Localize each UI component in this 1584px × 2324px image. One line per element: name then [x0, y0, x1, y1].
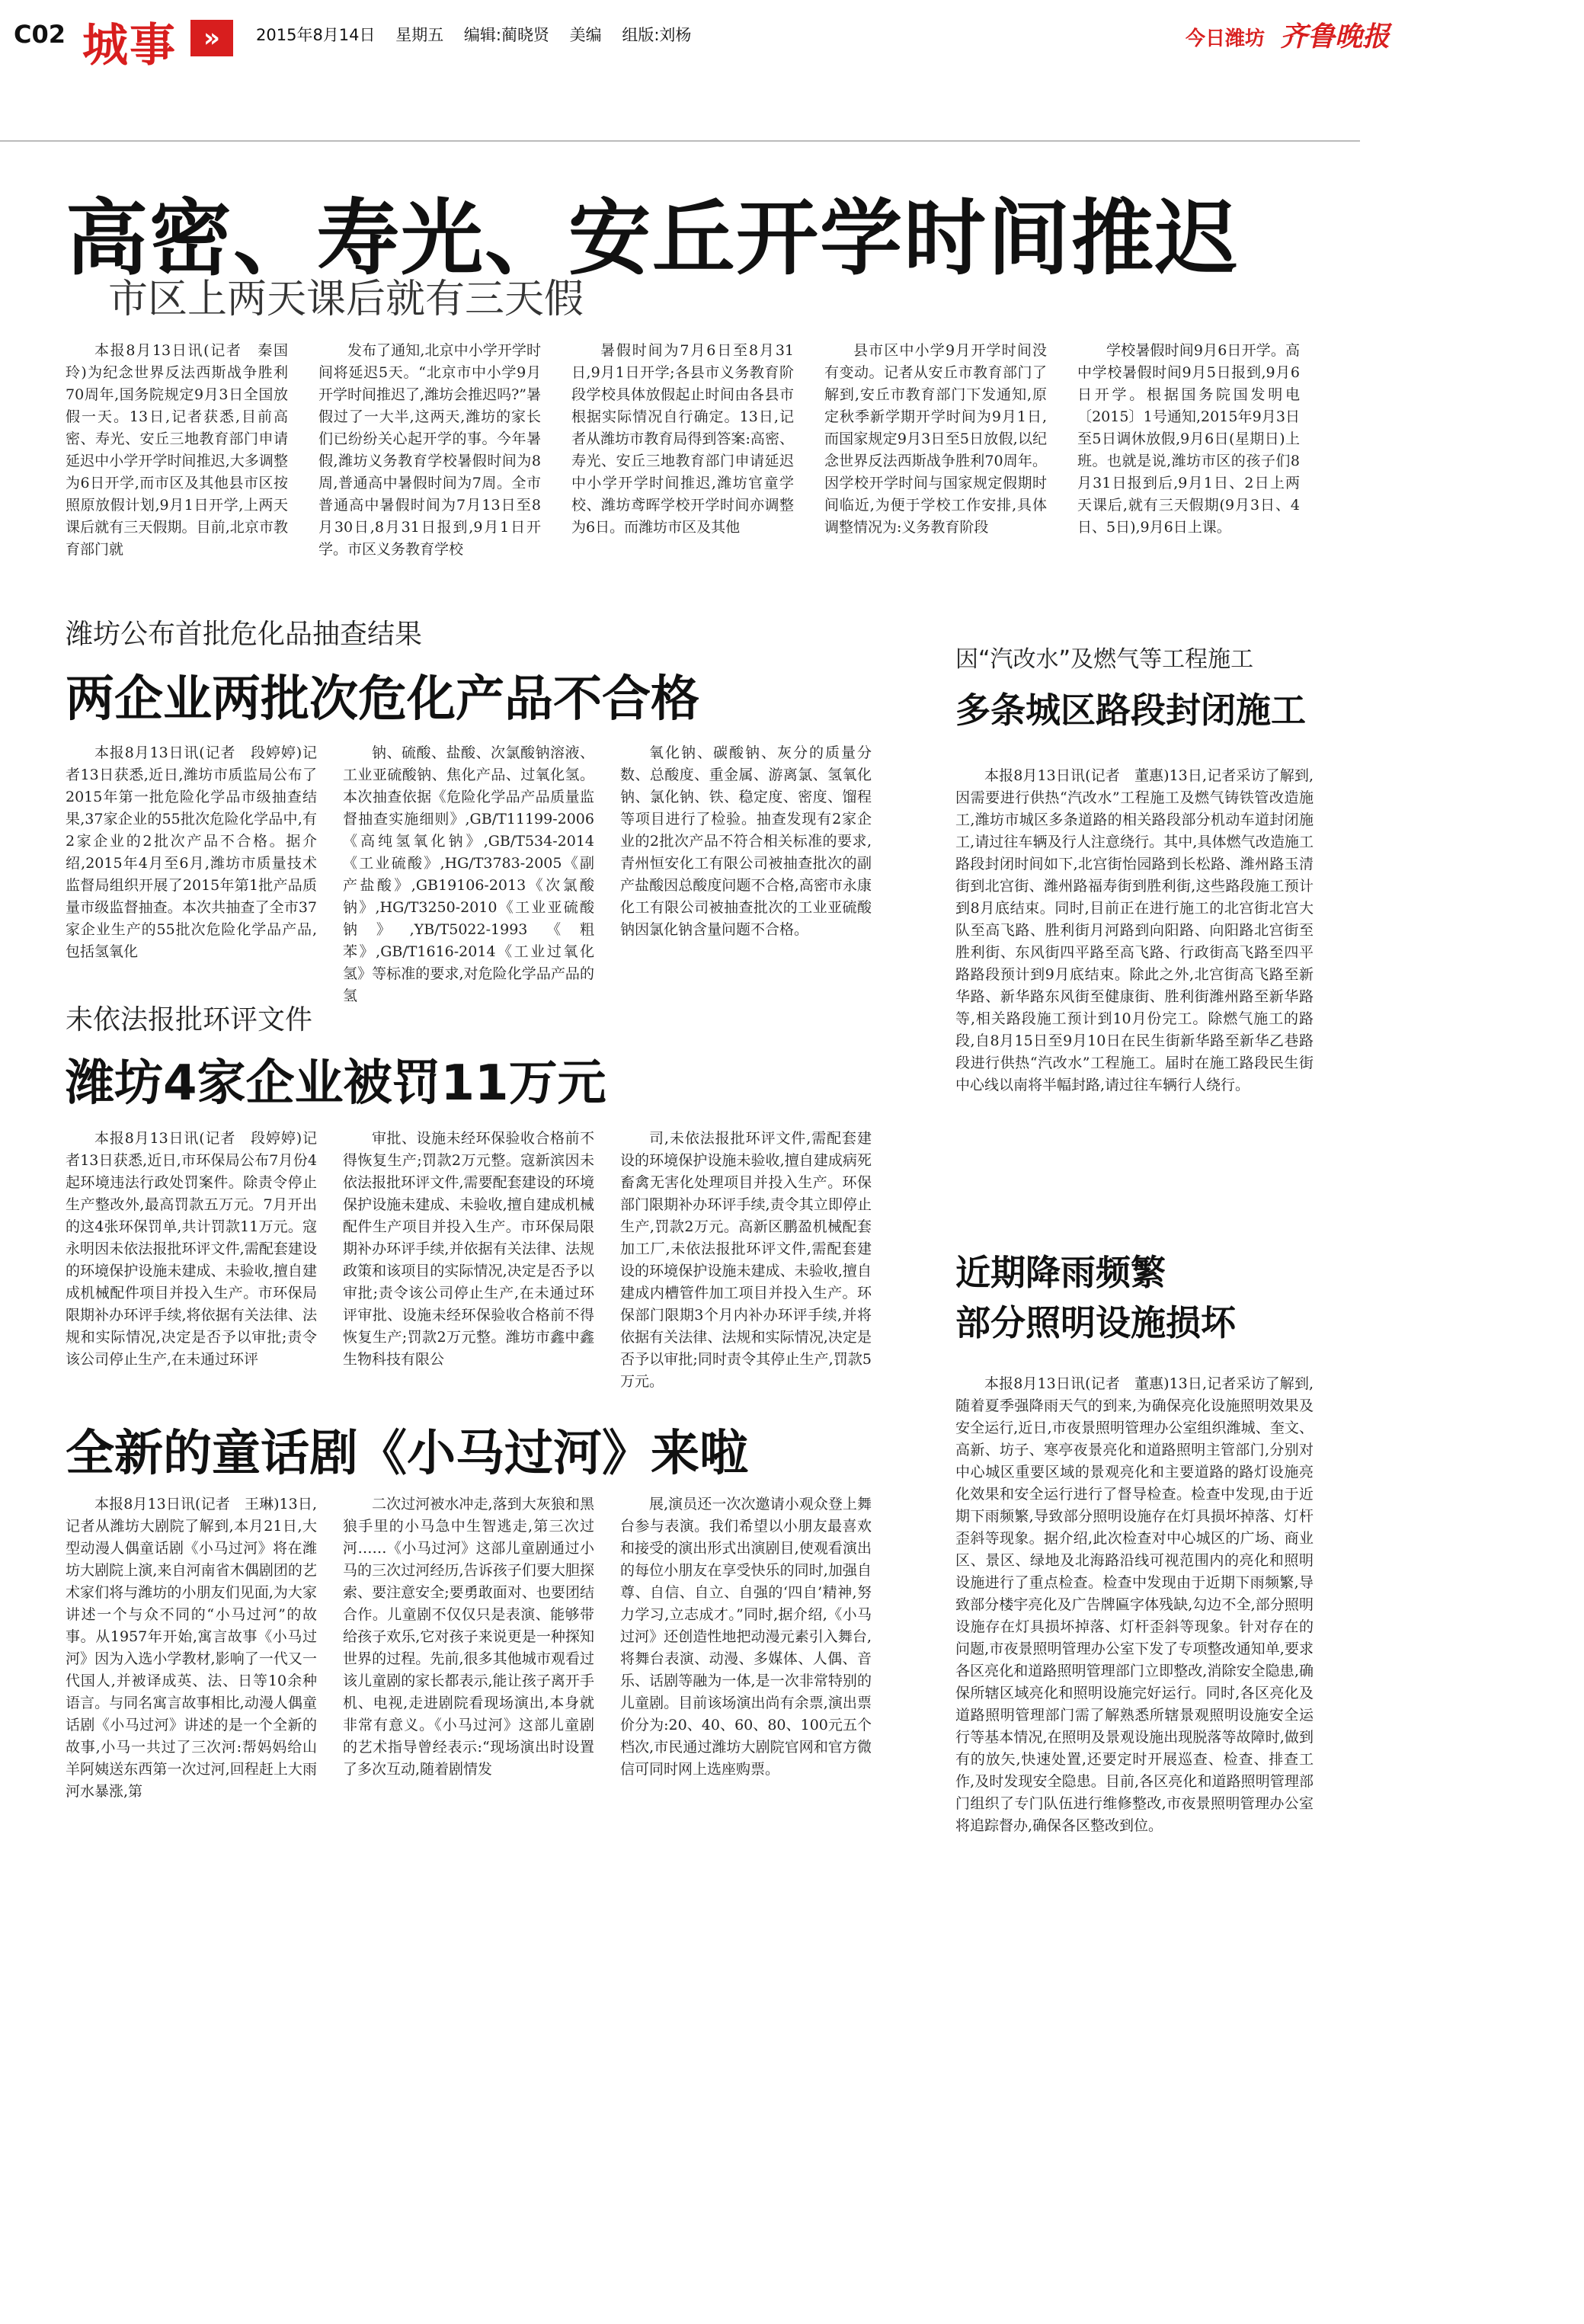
- drama-headline: 全新的童话剧《小马过河》来啦: [66, 1426, 748, 1482]
- drama-article-col3: 展,演员还一次次邀请小观众登上舞台参与表演。我们希望以小朋友最喜欢和接受的演出形式出演剧目,使观看演出的每位小朋友在享受快乐的同时,加强自尊、自信、自立、自强的‘四自’精神,努力学习,立志成才。”同时,据介绍,《小马过河》还创造性地把动漫元素引入舞台,将舞台表演、动漫、多媒体、人偶、音乐、话剧等融为一体,是一次非常特别的儿童剧。目前该场演出尚有余票,演出票价分为:20、40、60、80、100元五个档次,市民通过潍坊大剧院官网和官方微信可同时网上选座购票。: [620, 1496, 872, 1778]
- road-headline: 多条城区路段封闭施工: [955, 690, 1306, 731]
- hazard-article-col3: 氧化钠、碳酸钠、灰分的质量分数、总酸度、重金属、游离氯、氢氧化钠、氯化钠、铁、稳定度、密度、馏程等项目进行了检验。抽查发现有2家企业的2批次产品不符合相关标准的要求,青州恒安化工有限公司被抽查批次的副产盐酸因总酸度问题不合格,高密市永康化工有限公司被抽查批次的工业亚硫酸钠因氯化钠含量问题不合格。: [620, 744, 872, 938]
- lead-article-col4: 县市区中小学9月开学时间没有变动。记者从安丘市教育部门了解到,安丘市教育部门下发通知,原定秋季新学期开学时间为9月1日,而国家规定9月3日至5日放假,以纪念世界反法西斯战争胜利70周年。因学校开学时间与国家规定假期时间临近,为便于学校工作安排,具体调整情况为:义务教育阶段: [824, 342, 1047, 536]
- fine-article-col2: 审批、设施未经环保验收合格前不得恢复生产;罚款2万元整。寇新滨因未依法报批环评文件,需要配套建设的环境保护设施未建成、未验收,擅自建成机械配件生产项目并投入生产。市环保局限期补办环评手续,并依据有关法律、法规政策和该项目的实际情况,决定是否予以审批;责令该公司停止生产,在未通过环评审批、设施未经环保验收合格前不得恢复生产;罚款2万元整。潍坊市鑫中鑫生物科技有限公: [343, 1130, 594, 1368]
- section-title: 城事: [82, 19, 177, 72]
- newspaper-logo: 齐鲁晚报: [1280, 21, 1390, 53]
- lighting-headline-line1: 近期降雨频繁: [955, 1252, 1166, 1293]
- lead-headline: 高密、寿光、安丘开学时间推迟: [66, 191, 1240, 286]
- lighting-article: 本报8月13日讯(记者 董惠)13日,记者采访了解到,随着夏季强降雨天气的到来,为确保亮化设施照明效果及安全运行,近日,市夜景照明管理办公室组织潍城、奎文、高新、坊子、寒亭夜景亮化和道路照明主管部门,分别对中心城区重要区域的景观亮化和主要道路的路灯设施亮化效果和安全运行进行了督导检查。检查中发现,由于近期下雨频繁,导致部分照明设施存在灯具损坏掉落、灯杆歪斜等现象。据介绍,此次检查对中心城区的广场、商业区、景区、绿地及北海路沿线可视范围内的亮化和照明设施进行了重点检查。检查中发现由于近期下雨频繁,导致部分楼宇亮化及广告牌匾字体残缺,勾边不全,部分照明设施存在灯具损坏掉落、灯杆歪斜等现象。针对存在的问题,市夜景照明管理办公室下发了专项整改通知单,要求各区亮化和道路照明管理部门立即整改,消除安全隐患,确保所辖区域亮化和照明设施完好运行。同时,各区亮化及道路照明管理部门需了解熟悉所辖景观照明设施安全运行等基本情况,在照明及景观设施出现脱落等故障时,做到有的放矢,快速处置,还要定时开展巡查、检查、排查工作,及时发现安全隐患。目前,各区亮化和道路照明管理部门组织了专门队伍进行维修整改,市夜景照明管理办公室将追踪督办,确保各区整改到位。: [955, 1375, 1314, 1834]
- layout-editor: 组版:刘杨: [622, 26, 692, 44]
- weekday: 星期五: [395, 26, 444, 44]
- page-number: C02: [14, 20, 66, 49]
- hazard-article-col2: 钠、硫酸、盐酸、次氯酸钠溶液、工业亚硫酸钠、焦化产品、过氧化氢。本次抽查依据《危险化学品产品质量监督抽查实施细则》,GB/T11199-2006《高纯氢氧化钠》,GB/T534-2014《工业硫酸》,HG/T3783-2005《副产盐酸》,GB19106-2013《次氯酸钠》,HG/T3250-2010《工业亚硫酸钠》,YB/T5022-1993《粗苯》,GB/T1616-2014《工业过氧化氢》等标准的要求,对危险化学品产品的氢: [343, 744, 594, 1004]
- today-label: 今日潍坊: [1186, 27, 1266, 50]
- lead-subheadline: 市区上两天课后就有三天假: [108, 277, 584, 322]
- road-article: 本报8月13日讯(记者 董惠)13日,记者采访了解到,因需要进行供热“汽改水”工程施工及燃气铸铁管改造施工,潍坊市城区多条道路的相关路段部分机动车道封闭施工,请过往车辆及行人注意绕行。其中,具体燃气改造施工路段封闭时间如下,北宫街怡园路到长松路、潍州路玉清街到北宫街、潍州路福寿街到胜利街,这些路段施工预计到8月底结束。同时,目前正在进行施工的北宫街北宫大队至高飞路、胜利街月河路到向阳路、向阳路北宫街至胜利街、东风街四平路至高飞路、行政街高飞路至四平路路段预计到9月底结束。除此之外,北宫街高飞路至新华路、新华路东风街至健康街、胜利街潍州路至新华路等,相关路段施工预计到10月份完工。除燃气施工的路段,自8月15日至9月10日在民生街新华路至新华乙巷路段进行供热“汽改水”工程施工。届时在施工路段民生街中心线以南将半幅封路,请过往车辆行人绕行。: [955, 767, 1314, 1093]
- fine-kicker: 未依法报批环评文件: [66, 1004, 313, 1036]
- page-header: [0, 0, 1584, 72]
- editor: 编辑:蔺晓贤: [463, 26, 549, 44]
- drama-article-col2: 二次过河被水冲走,落到大灰狼和黑狼手里的小马急中生智逃走,第三次过河……《小马过河》这部儿童剧通过小马的三次过河经历,告诉孩子们要大胆探索、要注意安全;要勇敢面对、也要团结合作。儿童剧不仅仅只是表演、能够带给孩子欢乐,它对孩子来说更是一种探知世界的过程。先前,很多其他城市观看过该儿童剧的家长都表示,能让孩子离开手机、电视,走进剧院看现场演出,本身就非常有意义。《小马过河》这部儿童剧的艺术指导曾经表示:“现场演出时设置了多次互动,随着剧情发: [343, 1496, 594, 1778]
- fine-article-col1: 本报8月13日讯(记者 段婷婷)记者13日获悉,近日,市环保局公布7月份4起环境违法行政处罚案件。除责令停止生产整改外,最高罚款五万元。7月开出的这4张环保罚单,共计罚款11万元。寇永明因未依法报批环评文件,需配套建设的环境保护设施未建成、未验收,擅自建成机械配件项目并投入生产。市环保局限期补办环评手续,将依据有关法律、法规和实际情况,决定是否予以审批;责令该公司停止生产,在未通过环评: [66, 1130, 317, 1368]
- drama-article-col1: 本报8月13日讯(记者 王琳)13日,记者从潍坊大剧院了解到,本月21日,大型动漫人偶童话剧《小马过河》将在潍坊大剧院上演,来自河南省木偶剧团的艺术家们将与潍坊的小朋友们见面,为大家讲述一个与众不同的“小马过河”的故事。从1957年开始,寓言故事《小马过河》因为入选小学教材,影响了一代又一代国人,并被译成英、法、日等10余种语言。与同名寓言故事相比,动漫人偶童话剧《小马过河》讲述的是一个全新的故事,小马一共过了三次河:帮妈妈给山羊阿姨送东西第一次过河,回程赶上大雨河水暴涨,第: [66, 1496, 317, 1800]
- hazard-headline: 两企业两批次危化产品不合格: [66, 671, 699, 728]
- hazard-article-col1: 本报8月13日讯(记者 段婷婷)记者13日获悉,近日,潍坊市质监局公布了2015年第一批危险化学品市级抽查结果,37家企业的55批次危险化学品中,有2家企业的2批次产品不合格。据介绍,2015年4月至6月,潍坊市质量技术监督局组织开展了2015年第1批产品质量市级监督抽查。本次共抽查了全市37家企业生产的55批次危险化学品产品,包括氢氧化: [66, 744, 317, 960]
- lead-article-col3: 暑假时间为7月6日至8月31日,9月1日开学;各县市义务教育阶段学校具体放假起止时间由各县市根据实际情况自行确定。13日,记者从潍坊市教育局得到答案:高密、寿光、安丘三地教育部门申请延迟中小学开学时间推迟,潍坊官童学校、潍坊鸢晖学校开学时间亦调整为6日。而潍坊市区及其他: [571, 342, 794, 536]
- fine-article-col3: 司,未依法报批环评文件,需配套建设的环境保护设施未验收,擅自建成病死畜禽无害化处理项目并投入生产。环保部门限期补办环评手续,责令其立即停止生产,罚款2万元。高新区鹏盈机械配套加工厂,未依法报批环评文件,需配套建设的环境保护设施未建成、未验收,擅自建成内槽管件加工项目并投入生产。环保部门限期3个月内补办环评手续,并将依据有关法律、法规和实际情况,决定是否予以审批;同时责令其停止生产,罚款5万元。: [620, 1130, 872, 1390]
- hazard-kicker: 潍坊公布首批危化品抽查结果: [66, 619, 423, 650]
- edition-meta: [256, 23, 706, 46]
- lighting-headline-line2: 部分照明设施损坏: [955, 1302, 1236, 1343]
- lead-article-col1: 本报8月13日讯(记者 秦国玲)为纪念世界反法西斯战争胜利70周年,国务院规定9月3日全国放假一天。13日,记者获悉,目前高密、寿光、安丘三地教育部门申请延迟中小学开学时间推迟,大多调整为6日开学,而市区及其他县市区按照原放假计划,9月1日开学,上两天课后就有三天假期。目前,北京市教育部门就: [66, 342, 288, 558]
- fine-headline: 潍坊4家企业被罚11万元: [66, 1055, 606, 1112]
- lead-article-col2: 发布了通知,北京中小学开学时间将延迟5天。“北京市中小学9月开学时间推迟了,潍坊会推迟吗?”暑假过了一大半,这两天,潍坊的家长们已纷纷关心起开学的事。今年暑假,潍坊义务教育学校暑假时间为8周,普通高中暑假时间为7周。全市普通高中暑假时间为7月13日至8月30日,8月31日报到,9月1日开学。市区义务教育学校: [318, 342, 541, 558]
- art-editor: 美编: [569, 26, 602, 44]
- issue-date: 2015年8月14日: [256, 26, 376, 44]
- chevron-right-icon: »: [190, 20, 233, 56]
- header-divider: [0, 140, 1360, 142]
- road-kicker: 因“汽改水”及燃气等工程施工: [955, 646, 1254, 673]
- lead-article-col5: 学校暑假时间9月6日开学。高中学校暑假时间9月5日报到,9月6日开学。根据国务院国发明电〔2015〕1号通知,2015年9月3日至5日调休放假,9月6日(星期日)上班。也就是说,潍坊市区的孩子们8月31日报到后,9月1日、2日上两天课后,就有三天假期(9月3日、4日、5日),9月6日上课。: [1077, 342, 1300, 536]
